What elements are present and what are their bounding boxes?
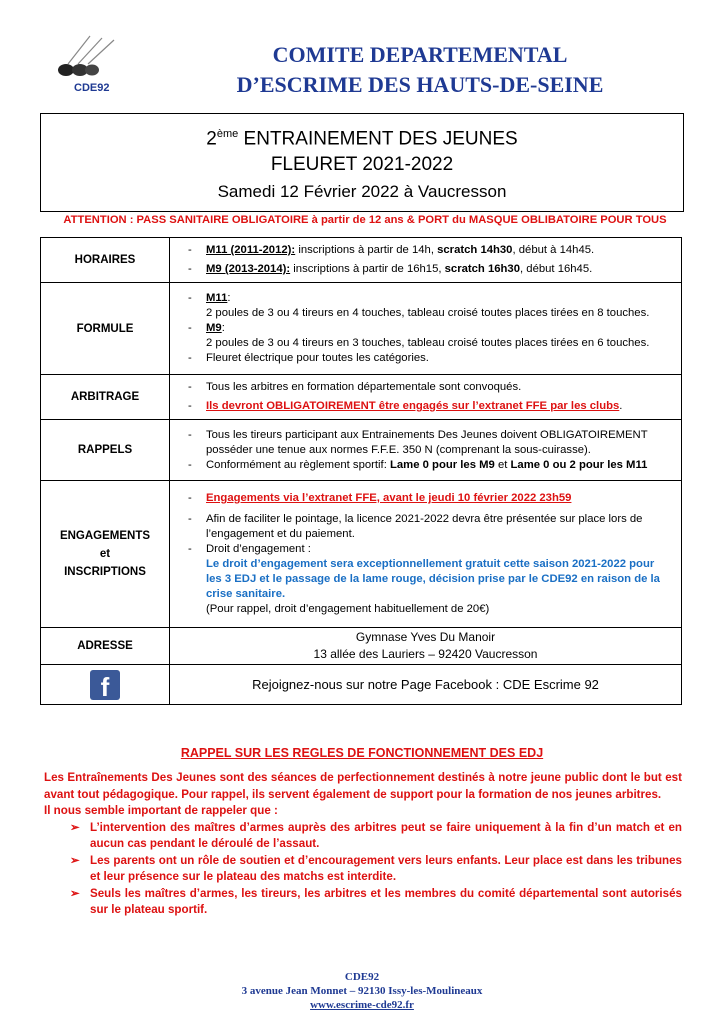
attention-notice: ATTENTION : PASS SANITAIRE OBLIGATOIRE à partir de 12 ans & PORT du MASQUE OBLIBATOIRE POUR TOUS bbox=[63, 214, 667, 226]
engagements-droit: - Droit d’engagement : bbox=[188, 542, 673, 557]
rappel-point: ➢ Les parents ont un rôle de soutien et d’encouragement vers leurs enfants. Leur place est dans les tribunes et leur présence sur le plateau des matchs est interdite. bbox=[70, 853, 682, 886]
fencing-logo-icon bbox=[44, 34, 124, 100]
label-rappels: RAPPELS bbox=[41, 420, 170, 481]
row-facebook bbox=[41, 665, 682, 705]
engagements-droit-gratuit: Le droit d’engagement sera exceptionnellement gratuit cette saison 2021-2022 pour les 3 EDJ et le passage de la lame rouge, décision prise par le CDE92 en raison de la crise sanitaire. bbox=[206, 558, 660, 600]
label-formule: FORMULE bbox=[41, 283, 170, 375]
formule-m11-desc: 2 poules de 3 ou 4 tireurs en 4 touches, tableau croisé toutes places tirées en 8 touches. bbox=[206, 307, 650, 319]
rappel-section-title: RAPPEL SUR LES REGLES DE FONCTIONNEMENT DES EDJ bbox=[180, 746, 544, 760]
adresse-gymnase: Gymnase Yves Du Manoir bbox=[355, 630, 496, 644]
rappel-points bbox=[44, 820, 682, 919]
label-arbitrage: ARBITRAGE bbox=[41, 375, 170, 420]
rappel-point: ➢ L’intervention des maîtres d’armes auprès des arbitres peut se faire uniquement à la fin d’un match et en aucun cas pendant le déroulé de l’assaut. bbox=[70, 820, 682, 853]
row-formule bbox=[41, 283, 682, 375]
event-title-box bbox=[40, 113, 684, 212]
footer-address: 3 avenue Jean Monnet – 92130 Issy-les-Moulineaux bbox=[241, 985, 483, 997]
event-date-location: Samedi 12 Février 2022 à Vaucresson bbox=[217, 182, 507, 202]
rappel-point: ➢ Seuls les maîtres d’armes, les tireurs, les arbitres et les membres du comité départemental sont autorisés sur le plateau sportif. bbox=[70, 886, 682, 919]
horaire-m11: - M11 (2011-2012): inscriptions à partir de 14h, scratch 14h30, début à 14h45. bbox=[188, 243, 673, 258]
label-horaires: HORAIRES bbox=[41, 238, 170, 283]
row-arbitrage bbox=[41, 375, 682, 420]
formule-m11: - M11: bbox=[188, 291, 673, 306]
row-adresse bbox=[41, 628, 682, 665]
formule-electric: - Fleuret électrique pour toutes les catégories. bbox=[188, 351, 673, 366]
event-weapon-season: FLEURET 2021-2022 bbox=[270, 154, 454, 176]
engagements-licence: - Afin de faciliter le pointage, la licence 2021-2022 devra être présentée sur place lors de l’engagement et du paiement. bbox=[188, 512, 673, 542]
row-engagements bbox=[41, 481, 682, 628]
organization-header bbox=[170, 40, 670, 100]
svg-text:CDE92: CDE92 bbox=[74, 82, 110, 94]
arbitrage-item-1: - Tous les arbitres en formation départementale sont convoqués. bbox=[188, 380, 673, 395]
header-line-1: COMITE DEPARTEMENTAL bbox=[272, 42, 568, 67]
rappel-intro: Les Entraînements Des Jeunes sont des séances de perfectionnement destinés à notre jeune public dont le but est avant tout pédagogique. Pour rappel, ils servent également de support pour la formation de nos jeunes arbitres. bbox=[44, 771, 682, 801]
rappels-item-1: - Tous les tireurs participant aux Entrainements Des Jeunes doivent OBLIGATOIREMENT posséder une tenue aux normes F.F.E. 350 N (comprenant la sous-cuirasse). bbox=[188, 428, 673, 458]
footer bbox=[0, 970, 724, 1012]
engagements-deadline: - Engagements via l’extranet FFE, avant le jeudi 10 février 2022 23h59 bbox=[188, 491, 673, 506]
header-line-2: D’ESCRIME DES HAUTS-DE-SEINE bbox=[236, 72, 604, 97]
rappel-lead: Il nous semble important de rappeler que : bbox=[44, 804, 278, 817]
engagements-droit-note: (Pour rappel, droit d’engagement habituellement de 20€) bbox=[206, 603, 490, 615]
rappel-section-body bbox=[44, 770, 682, 919]
footer-website-link[interactable]: www.escrime-cde92.fr bbox=[310, 999, 414, 1011]
adresse-rue: 13 allée des Lauriers – 92420 Vaucresson bbox=[313, 647, 538, 661]
cde92-logo bbox=[44, 34, 124, 100]
row-horaires bbox=[41, 238, 682, 283]
formule-m9-desc: 2 poules de 3 ou 4 tireurs en 3 touches, tableau croisé toutes places tirées en 6 touches. bbox=[206, 337, 650, 349]
info-table bbox=[40, 237, 682, 705]
arbitrage-item-2: - Ils devront OBLIGATOIREMENT être engagés sur l’extranet FFE par les clubs. bbox=[188, 399, 673, 414]
label-inscriptions: INSCRIPTIONS bbox=[64, 566, 146, 578]
label-et: et bbox=[99, 548, 111, 560]
event-title: 2ème ENTRAINEMENT DES JEUNES bbox=[206, 128, 518, 150]
footer-name: CDE92 bbox=[344, 971, 380, 983]
facebook-icon[interactable]: f bbox=[90, 670, 120, 700]
row-rappels bbox=[41, 420, 682, 481]
facebook-text: Rejoignez-nous sur notre Page Facebook : CDE Escrime 92 bbox=[252, 677, 599, 692]
label-adresse: ADRESSE bbox=[41, 628, 170, 665]
formule-m9: - M9: bbox=[188, 321, 673, 336]
rappels-item-2: - Conformément au règlement sportif: Lame 0 pour les M9 et Lame 0 ou 2 pour les M11 bbox=[188, 458, 673, 473]
label-engagements: ENGAGEMENTS bbox=[59, 530, 151, 542]
horaire-m9: - M9 (2013-2014): inscriptions à partir de 16h15, scratch 16h30, début 16h45. bbox=[188, 262, 673, 277]
